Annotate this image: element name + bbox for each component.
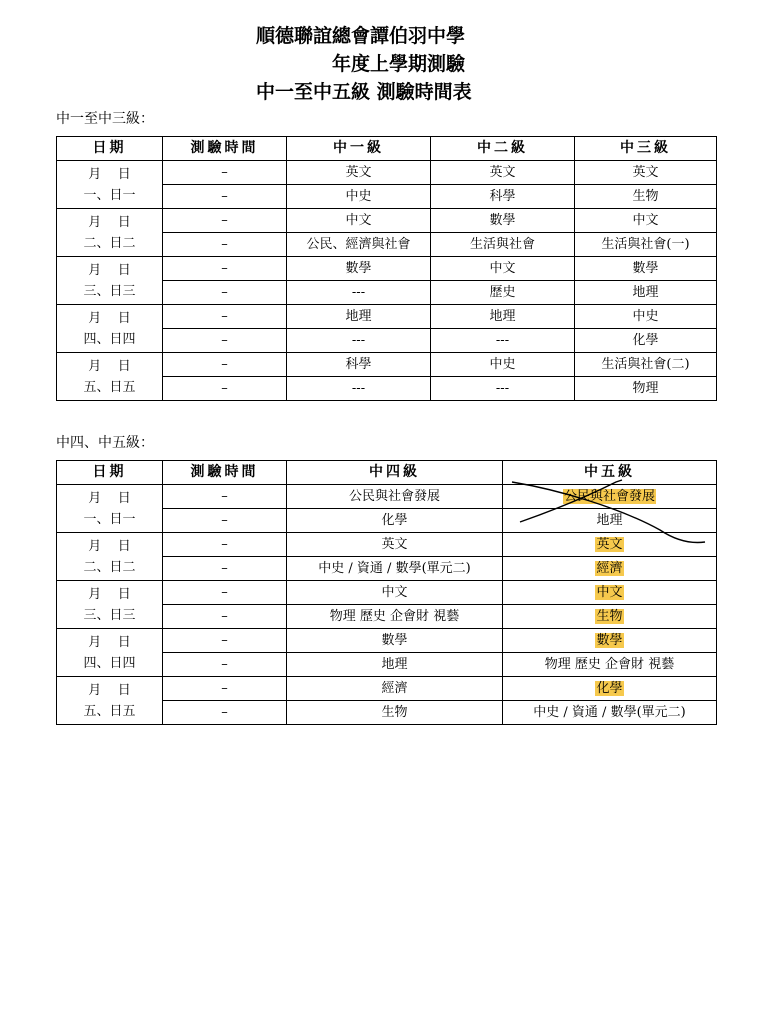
date-cell	[57, 161, 163, 209]
time-cell: –	[163, 233, 287, 257]
date-month-day: 月 日	[88, 214, 131, 230]
subject-cell-form1: 地理	[287, 305, 431, 329]
subject-cell-form4: 數學	[287, 629, 503, 653]
subject-cell-form4: 化學	[287, 509, 503, 533]
subject-cell-form4: 物理 歷史 企會財 視藝	[287, 605, 503, 629]
table-row	[57, 353, 717, 377]
subject-cell-form2: ---	[431, 329, 575, 353]
subject-cell-form3: 中史	[575, 305, 717, 329]
header-form1: 中一級	[287, 137, 431, 161]
subject-text-form5: 化學	[596, 681, 623, 696]
term-title: 年度上學期測驗	[332, 53, 466, 75]
table-row	[57, 485, 717, 509]
subject-cell-form2: 中文	[431, 257, 575, 281]
time-cell: –	[163, 557, 287, 581]
date-cell	[57, 305, 163, 353]
date-cell	[57, 209, 163, 257]
subject-cell-form4: 生物	[287, 701, 503, 725]
table-body	[57, 485, 717, 725]
subject-cell-form1: 數學	[287, 257, 431, 281]
time-cell: –	[163, 209, 287, 233]
subject-cell-form5	[503, 485, 717, 509]
subject-cell-form5	[503, 653, 717, 677]
subject-cell-form1: 中史	[287, 185, 431, 209]
subject-cell-form3: 地理	[575, 281, 717, 305]
date-weekday: 二、日二	[83, 559, 136, 575]
subject-cell-form5	[503, 557, 717, 581]
time-cell: –	[163, 653, 287, 677]
school-name: 順德聯誼總會譚伯羽中學	[256, 25, 466, 47]
time-cell: –	[163, 257, 287, 281]
time-cell: –	[163, 629, 287, 653]
subject-text-form5: 地理	[596, 513, 623, 528]
header-form2: 中二級	[431, 137, 575, 161]
date-month-day: 月 日	[88, 310, 131, 326]
subject-cell-form4: 中史 / 資通 / 數學(單元二)	[287, 557, 503, 581]
subject-cell-form1: 公民、經濟與社會	[287, 233, 431, 257]
date-month-day: 月 日	[88, 538, 131, 554]
subject-cell-form2: 生活與社會	[431, 233, 575, 257]
subject-cell-form2: 數學	[431, 209, 575, 233]
header-date: 日期	[57, 461, 163, 485]
subject-cell-form2: 歷史	[431, 281, 575, 305]
date-month-day: 月 日	[88, 586, 131, 602]
table-header-row	[57, 137, 717, 161]
date-cell	[57, 353, 163, 401]
time-cell: –	[163, 329, 287, 353]
subject-cell-form3: 生活與社會(一)	[575, 233, 717, 257]
subject-cell-form4: 公民與社會發展	[287, 485, 503, 509]
table-row	[57, 257, 717, 281]
date-weekday: 五、日五	[83, 703, 136, 719]
schedule-table-f4-f5	[56, 460, 717, 725]
subject-cell-form5	[503, 629, 717, 653]
header-form3: 中三級	[575, 137, 717, 161]
time-cell: –	[163, 677, 287, 701]
date-cell	[57, 581, 163, 629]
time-cell: –	[163, 605, 287, 629]
subject-cell-form3: 物理	[575, 377, 717, 401]
section-label-f1-f3: 中一至中三級：	[56, 111, 154, 127]
subject-cell-form5	[503, 509, 717, 533]
subject-cell-form3: 化學	[575, 329, 717, 353]
date-weekday: 三、日三	[83, 283, 136, 299]
subject-text-form5: 中史 / 資通 / 數學(單元二)	[533, 705, 686, 720]
time-cell: –	[163, 305, 287, 329]
header-date: 日期	[57, 137, 163, 161]
subject-cell-form2: 科學	[431, 185, 575, 209]
date-weekday: 四、日四	[83, 655, 136, 671]
subject-cell-form4: 英文	[287, 533, 503, 557]
subject-text-form5: 經濟	[596, 561, 623, 576]
time-cell: –	[163, 701, 287, 725]
subject-cell-form3: 生活與社會(二)	[575, 353, 717, 377]
date-weekday: 四、日四	[83, 331, 136, 347]
subject-cell-form2: 英文	[431, 161, 575, 185]
subject-cell-form5	[503, 581, 717, 605]
table-row	[57, 533, 717, 557]
date-month-day: 月 日	[88, 490, 131, 506]
header-time: 測驗時間	[163, 461, 287, 485]
subject-cell-form1: 科學	[287, 353, 431, 377]
subject-cell-form4: 中文	[287, 581, 503, 605]
subject-text-form5: 數學	[596, 633, 623, 648]
time-cell: –	[163, 353, 287, 377]
subject-cell-form1: ---	[287, 281, 431, 305]
table-body	[57, 161, 717, 401]
time-cell: –	[163, 581, 287, 605]
time-cell: –	[163, 509, 287, 533]
schedule-table-f1-f3	[56, 136, 717, 401]
subject-text-form5: 生物	[596, 609, 623, 624]
date-month-day: 月 日	[88, 634, 131, 650]
table-row	[57, 161, 717, 185]
date-weekday: 三、日三	[83, 607, 136, 623]
subject-cell-form4: 經濟	[287, 677, 503, 701]
subject-text-form5: 中文	[596, 585, 623, 600]
subject-cell-form3: 中文	[575, 209, 717, 233]
date-month-day: 月 日	[88, 358, 131, 374]
subject-cell-form4: 地理	[287, 653, 503, 677]
date-cell	[57, 533, 163, 581]
date-cell	[57, 677, 163, 725]
subject-cell-form1: 中文	[287, 209, 431, 233]
document-header	[0, 22, 768, 106]
time-cell: –	[163, 185, 287, 209]
subject-cell-form3: 數學	[575, 257, 717, 281]
header-time: 測驗時間	[163, 137, 287, 161]
subject-cell-form3: 英文	[575, 161, 717, 185]
subject-cell-form1: ---	[287, 329, 431, 353]
subject-cell-form2: 中史	[431, 353, 575, 377]
subject-cell-form2: 地理	[431, 305, 575, 329]
table-row	[57, 629, 717, 653]
date-weekday: 一、日一	[83, 187, 136, 203]
time-cell: –	[163, 377, 287, 401]
table-header-row	[57, 461, 717, 485]
time-cell: –	[163, 533, 287, 557]
date-weekday: 五、日五	[83, 379, 136, 395]
schedule-title: 中一至中五級 測驗時間表	[256, 81, 472, 103]
table-row	[57, 677, 717, 701]
time-cell: –	[163, 281, 287, 305]
subject-text-form5: 公民與社會發展	[563, 489, 655, 504]
time-cell: –	[163, 161, 287, 185]
subject-text-form5: 英文	[596, 537, 623, 552]
date-cell	[57, 257, 163, 305]
table-row	[57, 581, 717, 605]
date-month-day: 月 日	[88, 682, 131, 698]
table-row	[57, 209, 717, 233]
subject-cell-form1: ---	[287, 377, 431, 401]
date-weekday: 二、日二	[83, 235, 136, 251]
date-cell	[57, 629, 163, 677]
subject-cell-form5	[503, 533, 717, 557]
subject-cell-form3: 生物	[575, 185, 717, 209]
time-cell: –	[163, 485, 287, 509]
subject-cell-form1: 英文	[287, 161, 431, 185]
section-label-f4-f5: 中四、中五級：	[56, 435, 154, 451]
table-row	[57, 305, 717, 329]
date-cell	[57, 485, 163, 533]
subject-cell-form2: ---	[431, 377, 575, 401]
date-month-day: 月 日	[88, 262, 131, 278]
subject-text-form5: 物理 歷史 企會財 視藝	[544, 657, 675, 672]
subject-cell-form5	[503, 605, 717, 629]
subject-cell-form5	[503, 701, 717, 725]
date-month-day: 月 日	[88, 166, 131, 182]
header-form4: 中四級	[287, 461, 503, 485]
date-weekday: 一、日一	[83, 511, 136, 527]
subject-cell-form5	[503, 677, 717, 701]
header-form5: 中五級	[503, 461, 717, 485]
